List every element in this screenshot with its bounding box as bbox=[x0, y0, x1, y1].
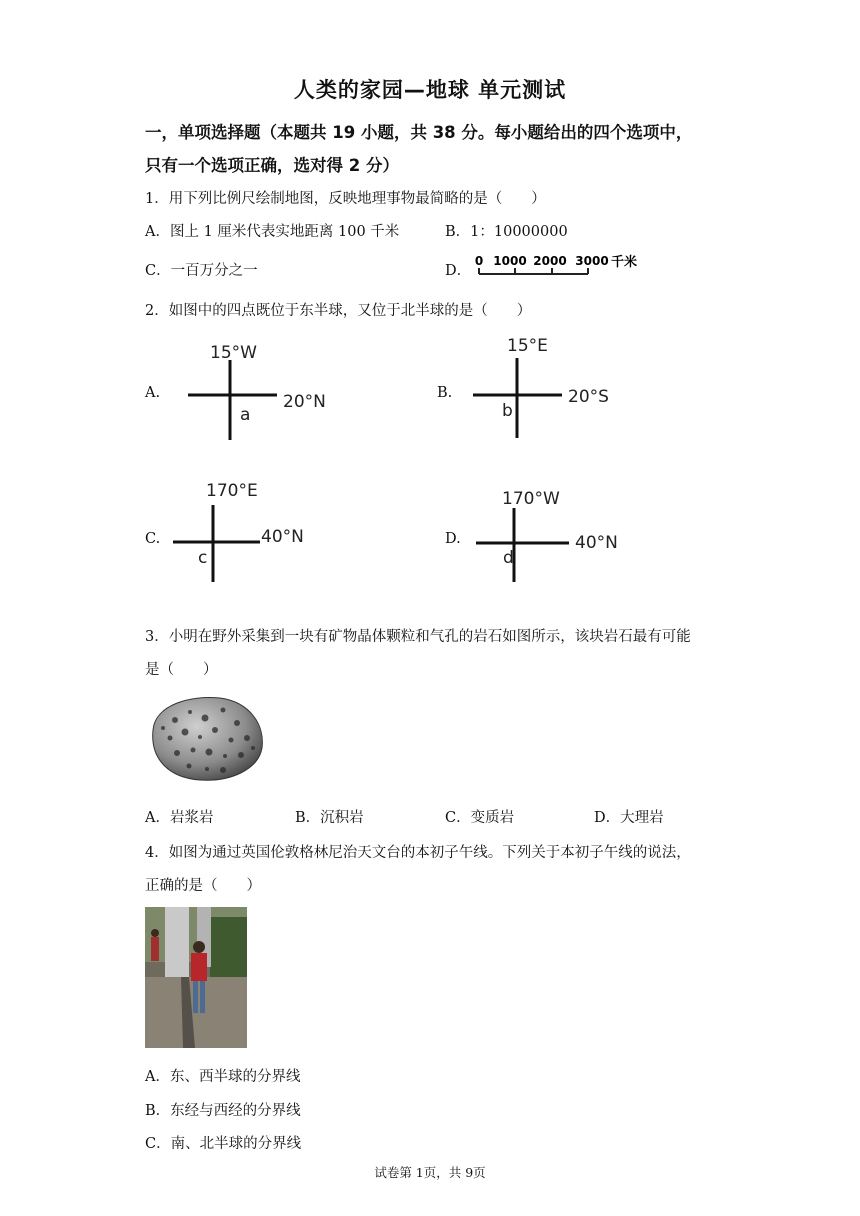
q2-b-latitude: 20°S bbox=[568, 387, 609, 407]
q2-option-d-label: D. bbox=[445, 531, 461, 547]
q2-option-c-label: C. bbox=[145, 531, 161, 547]
q2-option-a-label: A. bbox=[145, 385, 161, 401]
q2-a-longitude: 15°W bbox=[210, 343, 257, 363]
q2-d-crosshair bbox=[473, 505, 573, 585]
q2-d-latitude: 40°N bbox=[575, 533, 618, 553]
scale-unit: 千米 bbox=[611, 255, 638, 270]
q4-option-b: B．东经与西经的分界线 bbox=[145, 1103, 301, 1119]
q1-option-a: A．图上 1 厘米代表实地距离 100 千米 bbox=[145, 224, 400, 240]
q3-stem-line2: 是（ ） bbox=[145, 662, 218, 678]
q2-a-crosshair bbox=[185, 355, 280, 445]
q2-c-crosshair bbox=[170, 502, 265, 587]
q1-option-b: B．1：10000000 bbox=[445, 224, 568, 240]
q3-stem-line1: 3．小明在野外采集到一块有矿物晶体颗粒和气孔的岩石如图所示，该块岩石最有可能 bbox=[145, 629, 691, 645]
q3-option-b: B．沉积岩 bbox=[295, 810, 364, 826]
scale-tick-3000: 3000 bbox=[575, 254, 609, 268]
q2-d-point: d bbox=[503, 548, 514, 568]
greenwich-meridian-photo bbox=[145, 907, 247, 1048]
q4-stem-line2: 正确的是（ ） bbox=[145, 878, 261, 894]
scale-tick-1000: 1000 bbox=[493, 254, 527, 268]
scale-bar-figure bbox=[470, 252, 680, 282]
q2-c-point: c bbox=[198, 548, 208, 568]
q2-stem: 2．如图中的四点既位于东半球，又位于北半球的是（ ） bbox=[145, 303, 532, 319]
q2-c-latitude: 40°N bbox=[261, 527, 304, 547]
pumice-rock-image bbox=[145, 690, 267, 785]
q4-option-a: A．东、西半球的分界线 bbox=[145, 1069, 301, 1085]
q4-stem-line1: 4．如图为通过英国伦敦格林尼治天文台的本初子午线。下列关于本初子午线的说法， bbox=[145, 845, 691, 861]
section-heading-line2: 只有一个选项正确，选对得 2 分） bbox=[145, 156, 399, 175]
q1-option-d-label: D． bbox=[445, 263, 472, 279]
q2-b-crosshair bbox=[470, 355, 565, 443]
q4-option-c: C．南、北半球的分界线 bbox=[145, 1136, 302, 1152]
q2-c-longitude: 170°E bbox=[206, 481, 258, 501]
page-footer: 试卷第 1页，共 9页 bbox=[374, 1165, 486, 1180]
q2-option-b-label: B. bbox=[437, 385, 453, 401]
q2-b-point: b bbox=[502, 401, 513, 421]
q2-a-latitude: 20°N bbox=[283, 392, 326, 412]
q2-d-longitude: 170°W bbox=[502, 489, 560, 509]
q3-option-c: C．变质岩 bbox=[445, 810, 515, 826]
q2-b-longitude: 15°E bbox=[507, 336, 548, 356]
q1-option-c: C．一百万分之一 bbox=[145, 263, 258, 279]
scale-tick-2000: 2000 bbox=[533, 254, 567, 268]
q2-a-point: a bbox=[240, 405, 251, 425]
q3-option-d: D．大理岩 bbox=[594, 810, 664, 826]
scale-tick-0: 0 bbox=[474, 254, 484, 268]
q1-stem: 1．用下列比例尺绘制地图，反映地理事物最简略的是（ ） bbox=[145, 191, 546, 207]
q3-option-a: A．岩浆岩 bbox=[145, 810, 214, 826]
section-heading-line1: 一，单项选择题（本题共 19 小题，共 38 分。每小题给出的四个选项中， bbox=[145, 123, 693, 142]
page-title: 人类的家园—地球 单元测试 bbox=[293, 78, 567, 102]
